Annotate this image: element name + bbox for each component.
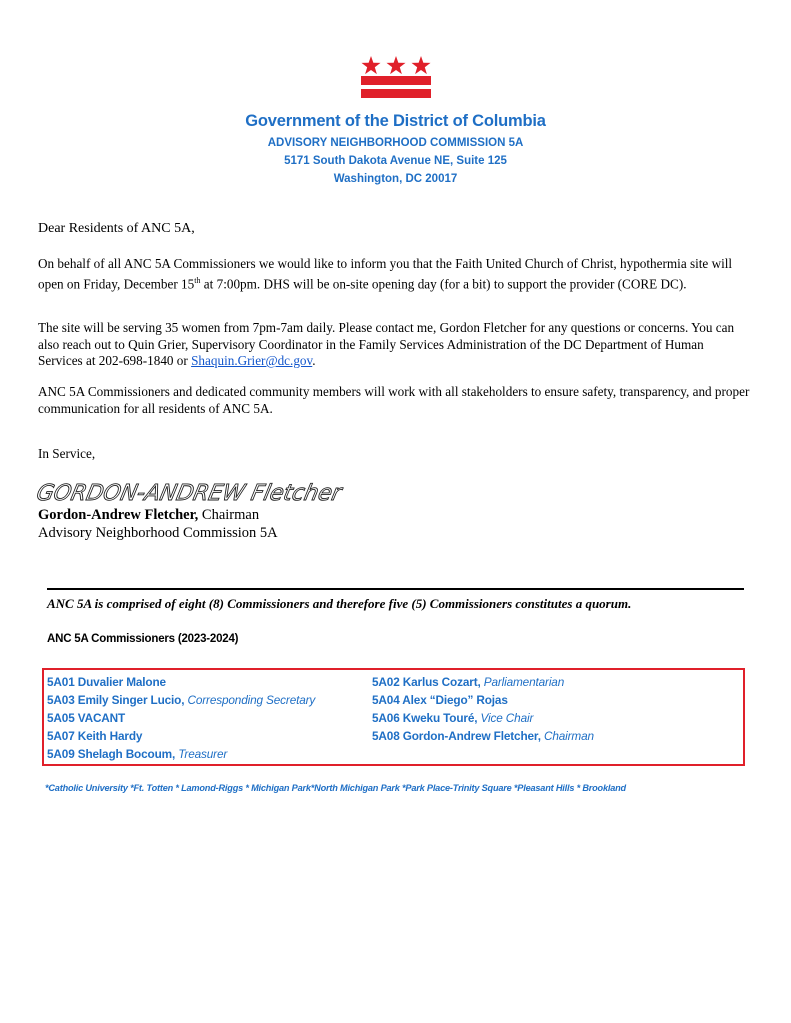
commissioner-5a08: 5A08 Gordon-Andrew Fletcher, Chairman [372, 729, 594, 743]
commissioner-5a04: 5A04 Alex “Diego” Rojas [372, 693, 508, 707]
email-link[interactable]: Shaquin.Grier@dc.gov [191, 353, 313, 368]
letterhead-city: Washington, DC 20017 [333, 173, 458, 185]
flag-bar-top [361, 76, 431, 85]
divider [47, 588, 744, 590]
letterhead-title: Government of the District of Columbia [245, 112, 546, 130]
signer-line: Gordon-Andrew Fletcher, Chairman [38, 507, 260, 523]
commissioner-5a05: 5A05 VACANT [47, 711, 126, 725]
paragraph-announcement: On behalf of all ANC 5A Commissioners we would like to inform you that the Faith United Church of Christ, hypothermia site will open on Friday, December 15th at 7:00pm. DHS will be on-site opening day (for a bit) to support the provider (CORE DC). [38, 256, 733, 291]
neighborhoods-list: *Catholic University *Ft. Totten * Lamond-Riggs * Michigan Park*North Michigan Park *Park Place-Trinity Square *Pleasant Hills * Brookland [45, 783, 626, 793]
closing: In Service, [38, 446, 96, 461]
letterhead-commission: ADVISORY NEIGHBORHOOD COMMISSION 5A [267, 137, 524, 149]
commissioner-5a09: 5A09 Shelagh Bocoum, Treasurer [47, 747, 228, 761]
commissioners-title: ANC 5A Commissioners (2023-2024) [47, 633, 239, 645]
commissioner-5a06: 5A06 Kweku Touré, Vice Chair [372, 711, 534, 725]
commissioner-5a02: 5A02 Karlus Cozart, Parliamentarian [372, 675, 565, 689]
handwritten-signature [33, 474, 353, 508]
svg-text:GORDON-ANDREW Fletcher: GORDON-ANDREW Fletcher [34, 480, 344, 506]
commissioner-5a07: 5A07 Keith Hardy [47, 729, 143, 743]
dc-flag-logo [361, 55, 431, 99]
paragraph-commitment: ANC 5A Commissioners and dedicated community members will work with all stakeholders to ensure safety, transparency, and proper communication for all residents of ANC 5A. [38, 384, 750, 416]
commissioner-5a01: 5A01 Duvalier Malone [47, 675, 166, 689]
flag-star-right [411, 56, 430, 74]
flag-star-left [361, 56, 380, 74]
signer-organization: Advisory Neighborhood Commission 5A [38, 525, 278, 541]
greeting: Dear Residents of ANC 5A, [38, 221, 195, 236]
letterhead-address: 5171 South Dakota Avenue NE, Suite 125 [284, 155, 507, 167]
commissioner-5a03: 5A03 Emily Singer Lucio, Corresponding Secretary [47, 693, 316, 707]
quorum-note: ANC 5A is comprised of eight (8) Commissioners and therefore five (5) Commissioners constitutes a quorum. [47, 596, 632, 611]
flag-star-center [386, 56, 405, 74]
flag-bar-bottom [361, 89, 431, 98]
paragraph-contact: The site will be serving 35 women from 7pm-7am daily. Please contact me, Gordon Fletcher for any questions or concerns. You can also reach out to Quin Grier, Supervisory Coordinator in the Family Services Administration of the DC Department of Human Services at 202-698-1840 or Shaquin.Grier@dc.gov. [38, 320, 735, 368]
